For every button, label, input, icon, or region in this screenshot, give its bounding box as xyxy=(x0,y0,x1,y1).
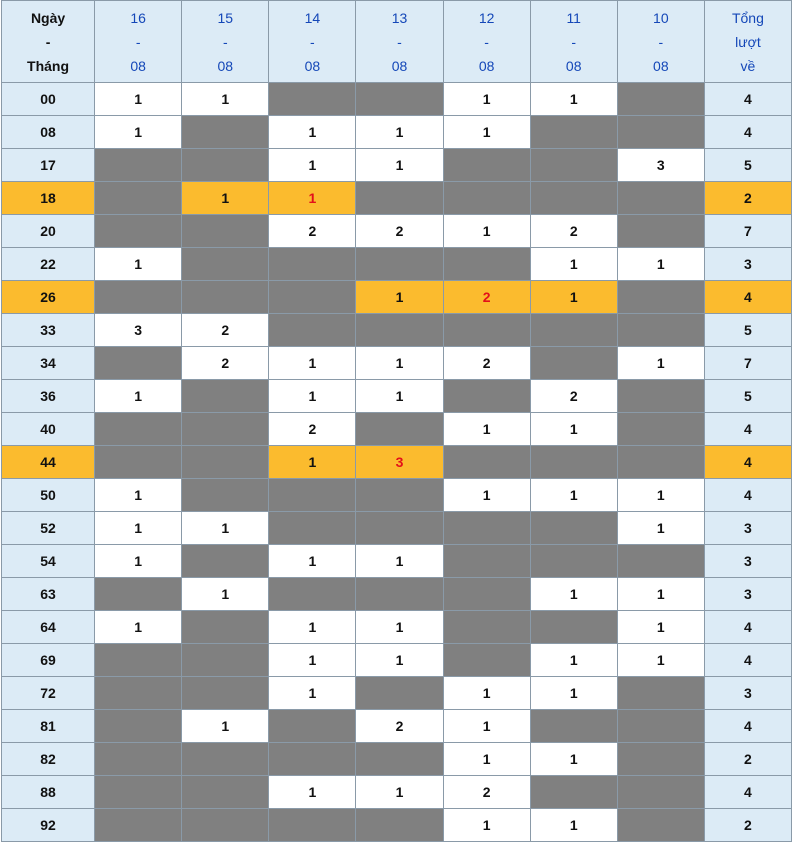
count-cell xyxy=(617,83,704,116)
count-cell: 1 xyxy=(269,116,356,149)
header-date-day: 11 xyxy=(566,9,581,26)
header-date-separator: - xyxy=(135,33,141,50)
count-cell: 1 xyxy=(95,380,182,413)
count-cell xyxy=(530,611,617,644)
count-cell: 1 xyxy=(95,479,182,512)
row-total: 3 xyxy=(704,545,791,578)
count-cell: 3 xyxy=(356,446,443,479)
count-cell: 2 xyxy=(182,347,269,380)
table-row xyxy=(2,611,792,644)
header-date-day: 14 xyxy=(304,9,321,26)
table-row xyxy=(2,149,792,182)
count-cell xyxy=(443,512,530,545)
count-cell: 1 xyxy=(269,776,356,809)
count-cell xyxy=(530,116,617,149)
table-row xyxy=(2,446,792,479)
count-cell: 1 xyxy=(95,545,182,578)
header-date-month: 08 xyxy=(304,57,321,74)
row-number: 72 xyxy=(2,677,95,710)
count-cell: 1 xyxy=(443,743,530,776)
header-date-month: 08 xyxy=(130,57,146,74)
header-date-1 xyxy=(95,1,182,83)
count-cell: 1 xyxy=(95,611,182,644)
count-cell xyxy=(182,776,269,809)
count-cell xyxy=(182,215,269,248)
header-date-separator: - xyxy=(310,33,315,50)
count-cell: 2 xyxy=(530,215,617,248)
row-total: 3 xyxy=(704,578,791,611)
count-cell xyxy=(443,248,530,281)
count-cell xyxy=(95,644,182,677)
count-cell: 1 xyxy=(443,809,530,842)
count-cell: 2 xyxy=(443,776,530,809)
count-cell xyxy=(269,248,356,281)
row-number: 22 xyxy=(2,248,95,281)
count-cell xyxy=(617,281,704,314)
row-number: 82 xyxy=(2,743,95,776)
count-cell xyxy=(182,545,269,578)
header-date-separator: - xyxy=(571,33,577,50)
header-date-month: 08 xyxy=(391,57,408,74)
count-cell: 1 xyxy=(269,149,356,182)
count-cell xyxy=(617,413,704,446)
header-date-7 xyxy=(617,1,704,83)
count-cell: 3 xyxy=(617,149,704,182)
count-cell xyxy=(269,512,356,545)
count-cell xyxy=(269,314,356,347)
count-cell: 1 xyxy=(269,677,356,710)
count-cell xyxy=(617,446,704,479)
count-cell xyxy=(269,809,356,842)
count-cell xyxy=(530,512,617,545)
count-cell xyxy=(95,281,182,314)
table-row xyxy=(2,380,792,413)
count-cell xyxy=(617,710,704,743)
count-cell: 1 xyxy=(182,182,269,215)
row-number: 40 xyxy=(2,413,95,446)
count-cell: 1 xyxy=(530,809,617,842)
count-cell xyxy=(182,149,269,182)
count-cell: 3 xyxy=(95,314,182,347)
count-cell: 1 xyxy=(182,83,269,116)
header-date-2 xyxy=(182,1,269,83)
count-cell: 1 xyxy=(356,149,443,182)
header-date-separator: - xyxy=(484,33,489,50)
count-cell: 2 xyxy=(356,710,443,743)
count-cell xyxy=(356,743,443,776)
row-total: 5 xyxy=(704,380,791,413)
table-row xyxy=(2,347,792,380)
header-total-line-2: lượt xyxy=(735,33,761,50)
count-cell xyxy=(356,512,443,545)
table-row xyxy=(2,512,792,545)
count-cell: 1 xyxy=(182,512,269,545)
count-cell xyxy=(182,743,269,776)
row-total: 3 xyxy=(704,677,791,710)
table-row xyxy=(2,116,792,149)
table-row xyxy=(2,545,792,578)
row-number: 92 xyxy=(2,809,95,842)
count-cell: 1 xyxy=(356,116,443,149)
table-row xyxy=(2,743,792,776)
row-number: 81 xyxy=(2,710,95,743)
count-cell: 1 xyxy=(356,545,443,578)
row-number: 54 xyxy=(2,545,95,578)
count-cell xyxy=(95,578,182,611)
row-total: 5 xyxy=(704,314,791,347)
count-cell: 1 xyxy=(617,479,704,512)
table-row xyxy=(2,281,792,314)
count-cell xyxy=(443,644,530,677)
header-date-separator: - xyxy=(658,33,664,50)
count-cell xyxy=(95,413,182,446)
count-cell: 1 xyxy=(530,743,617,776)
count-cell xyxy=(95,809,182,842)
count-cell xyxy=(356,314,443,347)
row-total: 4 xyxy=(704,281,791,314)
header-day-month xyxy=(2,1,95,83)
row-number: 36 xyxy=(2,380,95,413)
count-cell xyxy=(356,182,443,215)
row-total: 4 xyxy=(704,479,791,512)
count-cell: 1 xyxy=(95,512,182,545)
count-cell: 1 xyxy=(443,677,530,710)
count-cell: 1 xyxy=(443,710,530,743)
row-total: 2 xyxy=(704,809,791,842)
count-cell xyxy=(617,743,704,776)
row-number: 44 xyxy=(2,446,95,479)
row-total: 4 xyxy=(704,413,791,446)
header-date-day: 13 xyxy=(391,9,408,26)
count-cell xyxy=(95,149,182,182)
count-cell: 2 xyxy=(443,347,530,380)
count-cell: 2 xyxy=(356,215,443,248)
count-cell xyxy=(356,677,443,710)
count-cell xyxy=(617,776,704,809)
header-date-6 xyxy=(530,1,617,83)
count-cell xyxy=(95,677,182,710)
row-number: 50 xyxy=(2,479,95,512)
row-total: 4 xyxy=(704,710,791,743)
frequency-table xyxy=(1,0,792,842)
header-date-4 xyxy=(356,1,443,83)
header-date-month: 08 xyxy=(653,57,669,74)
count-cell xyxy=(530,314,617,347)
count-cell: 1 xyxy=(95,248,182,281)
count-cell xyxy=(182,611,269,644)
count-cell xyxy=(530,545,617,578)
count-cell: 2 xyxy=(443,281,530,314)
count-cell xyxy=(269,743,356,776)
count-cell: 1 xyxy=(530,578,617,611)
count-cell: 1 xyxy=(356,611,443,644)
table-row xyxy=(2,248,792,281)
header-date-5 xyxy=(443,1,530,83)
count-cell xyxy=(617,215,704,248)
count-cell: 1 xyxy=(269,182,356,215)
row-total: 4 xyxy=(704,83,791,116)
count-cell xyxy=(443,380,530,413)
count-cell: 1 xyxy=(356,380,443,413)
count-cell xyxy=(530,776,617,809)
count-cell xyxy=(182,479,269,512)
count-cell: 1 xyxy=(269,644,356,677)
row-total: 2 xyxy=(704,743,791,776)
header-date-day: 15 xyxy=(217,9,234,26)
header-total-line-1: Tổng xyxy=(731,9,764,26)
count-cell xyxy=(617,116,704,149)
table-row xyxy=(2,644,792,677)
count-cell xyxy=(182,248,269,281)
count-cell: 1 xyxy=(95,116,182,149)
row-number: 69 xyxy=(2,644,95,677)
header-date-month: 08 xyxy=(565,57,582,74)
count-cell xyxy=(95,446,182,479)
count-cell xyxy=(356,248,443,281)
header-date-separator: - xyxy=(222,33,228,50)
table-row xyxy=(2,182,792,215)
row-total: 7 xyxy=(704,347,791,380)
count-cell: 1 xyxy=(443,413,530,446)
row-number: 33 xyxy=(2,314,95,347)
row-number: 88 xyxy=(2,776,95,809)
count-cell: 1 xyxy=(269,611,356,644)
count-cell xyxy=(530,347,617,380)
count-cell: 1 xyxy=(617,578,704,611)
count-cell: 2 xyxy=(530,380,617,413)
row-number: 20 xyxy=(2,215,95,248)
header-month-label: Tháng xyxy=(27,57,70,74)
count-cell xyxy=(182,446,269,479)
count-cell: 1 xyxy=(356,281,443,314)
count-cell xyxy=(356,83,443,116)
count-cell xyxy=(269,578,356,611)
count-cell xyxy=(617,809,704,842)
count-cell: 1 xyxy=(443,116,530,149)
count-cell: 1 xyxy=(356,776,443,809)
count-cell xyxy=(182,380,269,413)
count-cell: 1 xyxy=(530,479,617,512)
count-cell xyxy=(530,182,617,215)
row-total: 2 xyxy=(704,182,791,215)
row-number: 34 xyxy=(2,347,95,380)
table-row xyxy=(2,314,792,347)
count-cell xyxy=(269,83,356,116)
row-number: 52 xyxy=(2,512,95,545)
count-cell: 1 xyxy=(269,446,356,479)
count-cell xyxy=(356,809,443,842)
count-cell xyxy=(443,545,530,578)
table-body xyxy=(2,83,792,842)
count-cell: 1 xyxy=(443,83,530,116)
count-cell xyxy=(269,710,356,743)
table-row xyxy=(2,215,792,248)
row-total: 5 xyxy=(704,149,791,182)
count-cell: 1 xyxy=(95,83,182,116)
count-cell xyxy=(530,710,617,743)
table-row xyxy=(2,578,792,611)
count-cell: 1 xyxy=(443,479,530,512)
count-cell xyxy=(95,347,182,380)
count-cell: 1 xyxy=(617,248,704,281)
count-cell xyxy=(530,446,617,479)
count-cell: 1 xyxy=(530,677,617,710)
header-date-day: 10 xyxy=(653,9,669,26)
row-total: 3 xyxy=(704,248,791,281)
header-day-label: Ngày xyxy=(30,9,66,26)
count-cell: 1 xyxy=(530,83,617,116)
count-cell xyxy=(269,281,356,314)
count-cell: 1 xyxy=(269,347,356,380)
table-row xyxy=(2,710,792,743)
table-row xyxy=(2,413,792,446)
count-cell xyxy=(95,215,182,248)
count-cell: 1 xyxy=(269,380,356,413)
count-cell xyxy=(95,776,182,809)
table-row xyxy=(2,479,792,512)
count-cell xyxy=(443,314,530,347)
count-cell xyxy=(182,413,269,446)
count-cell: 1 xyxy=(617,611,704,644)
count-cell: 2 xyxy=(182,314,269,347)
count-cell xyxy=(269,479,356,512)
count-cell xyxy=(443,182,530,215)
header-date-day: 12 xyxy=(478,9,495,26)
count-cell: 1 xyxy=(356,644,443,677)
count-cell: 1 xyxy=(617,644,704,677)
count-cell xyxy=(443,149,530,182)
row-total: 3 xyxy=(704,512,791,545)
row-number: 00 xyxy=(2,83,95,116)
row-total: 4 xyxy=(704,776,791,809)
table-row xyxy=(2,776,792,809)
count-cell: 1 xyxy=(530,281,617,314)
count-cell xyxy=(182,809,269,842)
row-total: 4 xyxy=(704,446,791,479)
count-cell xyxy=(617,545,704,578)
count-cell: 1 xyxy=(530,248,617,281)
count-cell xyxy=(617,380,704,413)
count-cell: 1 xyxy=(269,545,356,578)
count-cell: 1 xyxy=(617,347,704,380)
header-date-month: 08 xyxy=(217,57,234,74)
count-cell xyxy=(443,611,530,644)
header-date-day: 16 xyxy=(130,9,146,26)
row-number: 18 xyxy=(2,182,95,215)
header-total xyxy=(704,1,791,83)
count-cell xyxy=(356,578,443,611)
header-separator: - xyxy=(45,33,51,50)
count-cell xyxy=(356,479,443,512)
count-cell xyxy=(617,182,704,215)
count-cell: 1 xyxy=(182,710,269,743)
row-total: 7 xyxy=(704,215,791,248)
row-number: 64 xyxy=(2,611,95,644)
count-cell: 2 xyxy=(269,215,356,248)
count-cell: 1 xyxy=(530,413,617,446)
count-cell xyxy=(617,314,704,347)
count-cell xyxy=(443,446,530,479)
count-cell xyxy=(95,182,182,215)
count-cell xyxy=(443,578,530,611)
header-row xyxy=(2,1,792,83)
count-cell xyxy=(356,413,443,446)
header-date-separator: - xyxy=(397,33,402,50)
count-cell xyxy=(617,677,704,710)
count-cell xyxy=(95,743,182,776)
row-number: 17 xyxy=(2,149,95,182)
header-date-3 xyxy=(269,1,356,83)
count-cell xyxy=(95,710,182,743)
header-total-line-3: về xyxy=(740,57,756,74)
row-total: 4 xyxy=(704,611,791,644)
count-cell xyxy=(182,281,269,314)
row-number: 63 xyxy=(2,578,95,611)
table-row xyxy=(2,809,792,842)
row-number: 08 xyxy=(2,116,95,149)
count-cell: 1 xyxy=(356,347,443,380)
count-cell xyxy=(182,677,269,710)
table-row xyxy=(2,83,792,116)
table-row xyxy=(2,677,792,710)
count-cell xyxy=(182,644,269,677)
count-cell: 1 xyxy=(182,578,269,611)
header-date-month: 08 xyxy=(478,57,495,74)
count-cell: 1 xyxy=(530,644,617,677)
count-cell: 2 xyxy=(269,413,356,446)
row-total: 4 xyxy=(704,644,791,677)
count-cell xyxy=(530,149,617,182)
row-total: 4 xyxy=(704,116,791,149)
row-number: 26 xyxy=(2,281,95,314)
count-cell xyxy=(182,116,269,149)
count-cell: 1 xyxy=(617,512,704,545)
count-cell: 1 xyxy=(443,215,530,248)
